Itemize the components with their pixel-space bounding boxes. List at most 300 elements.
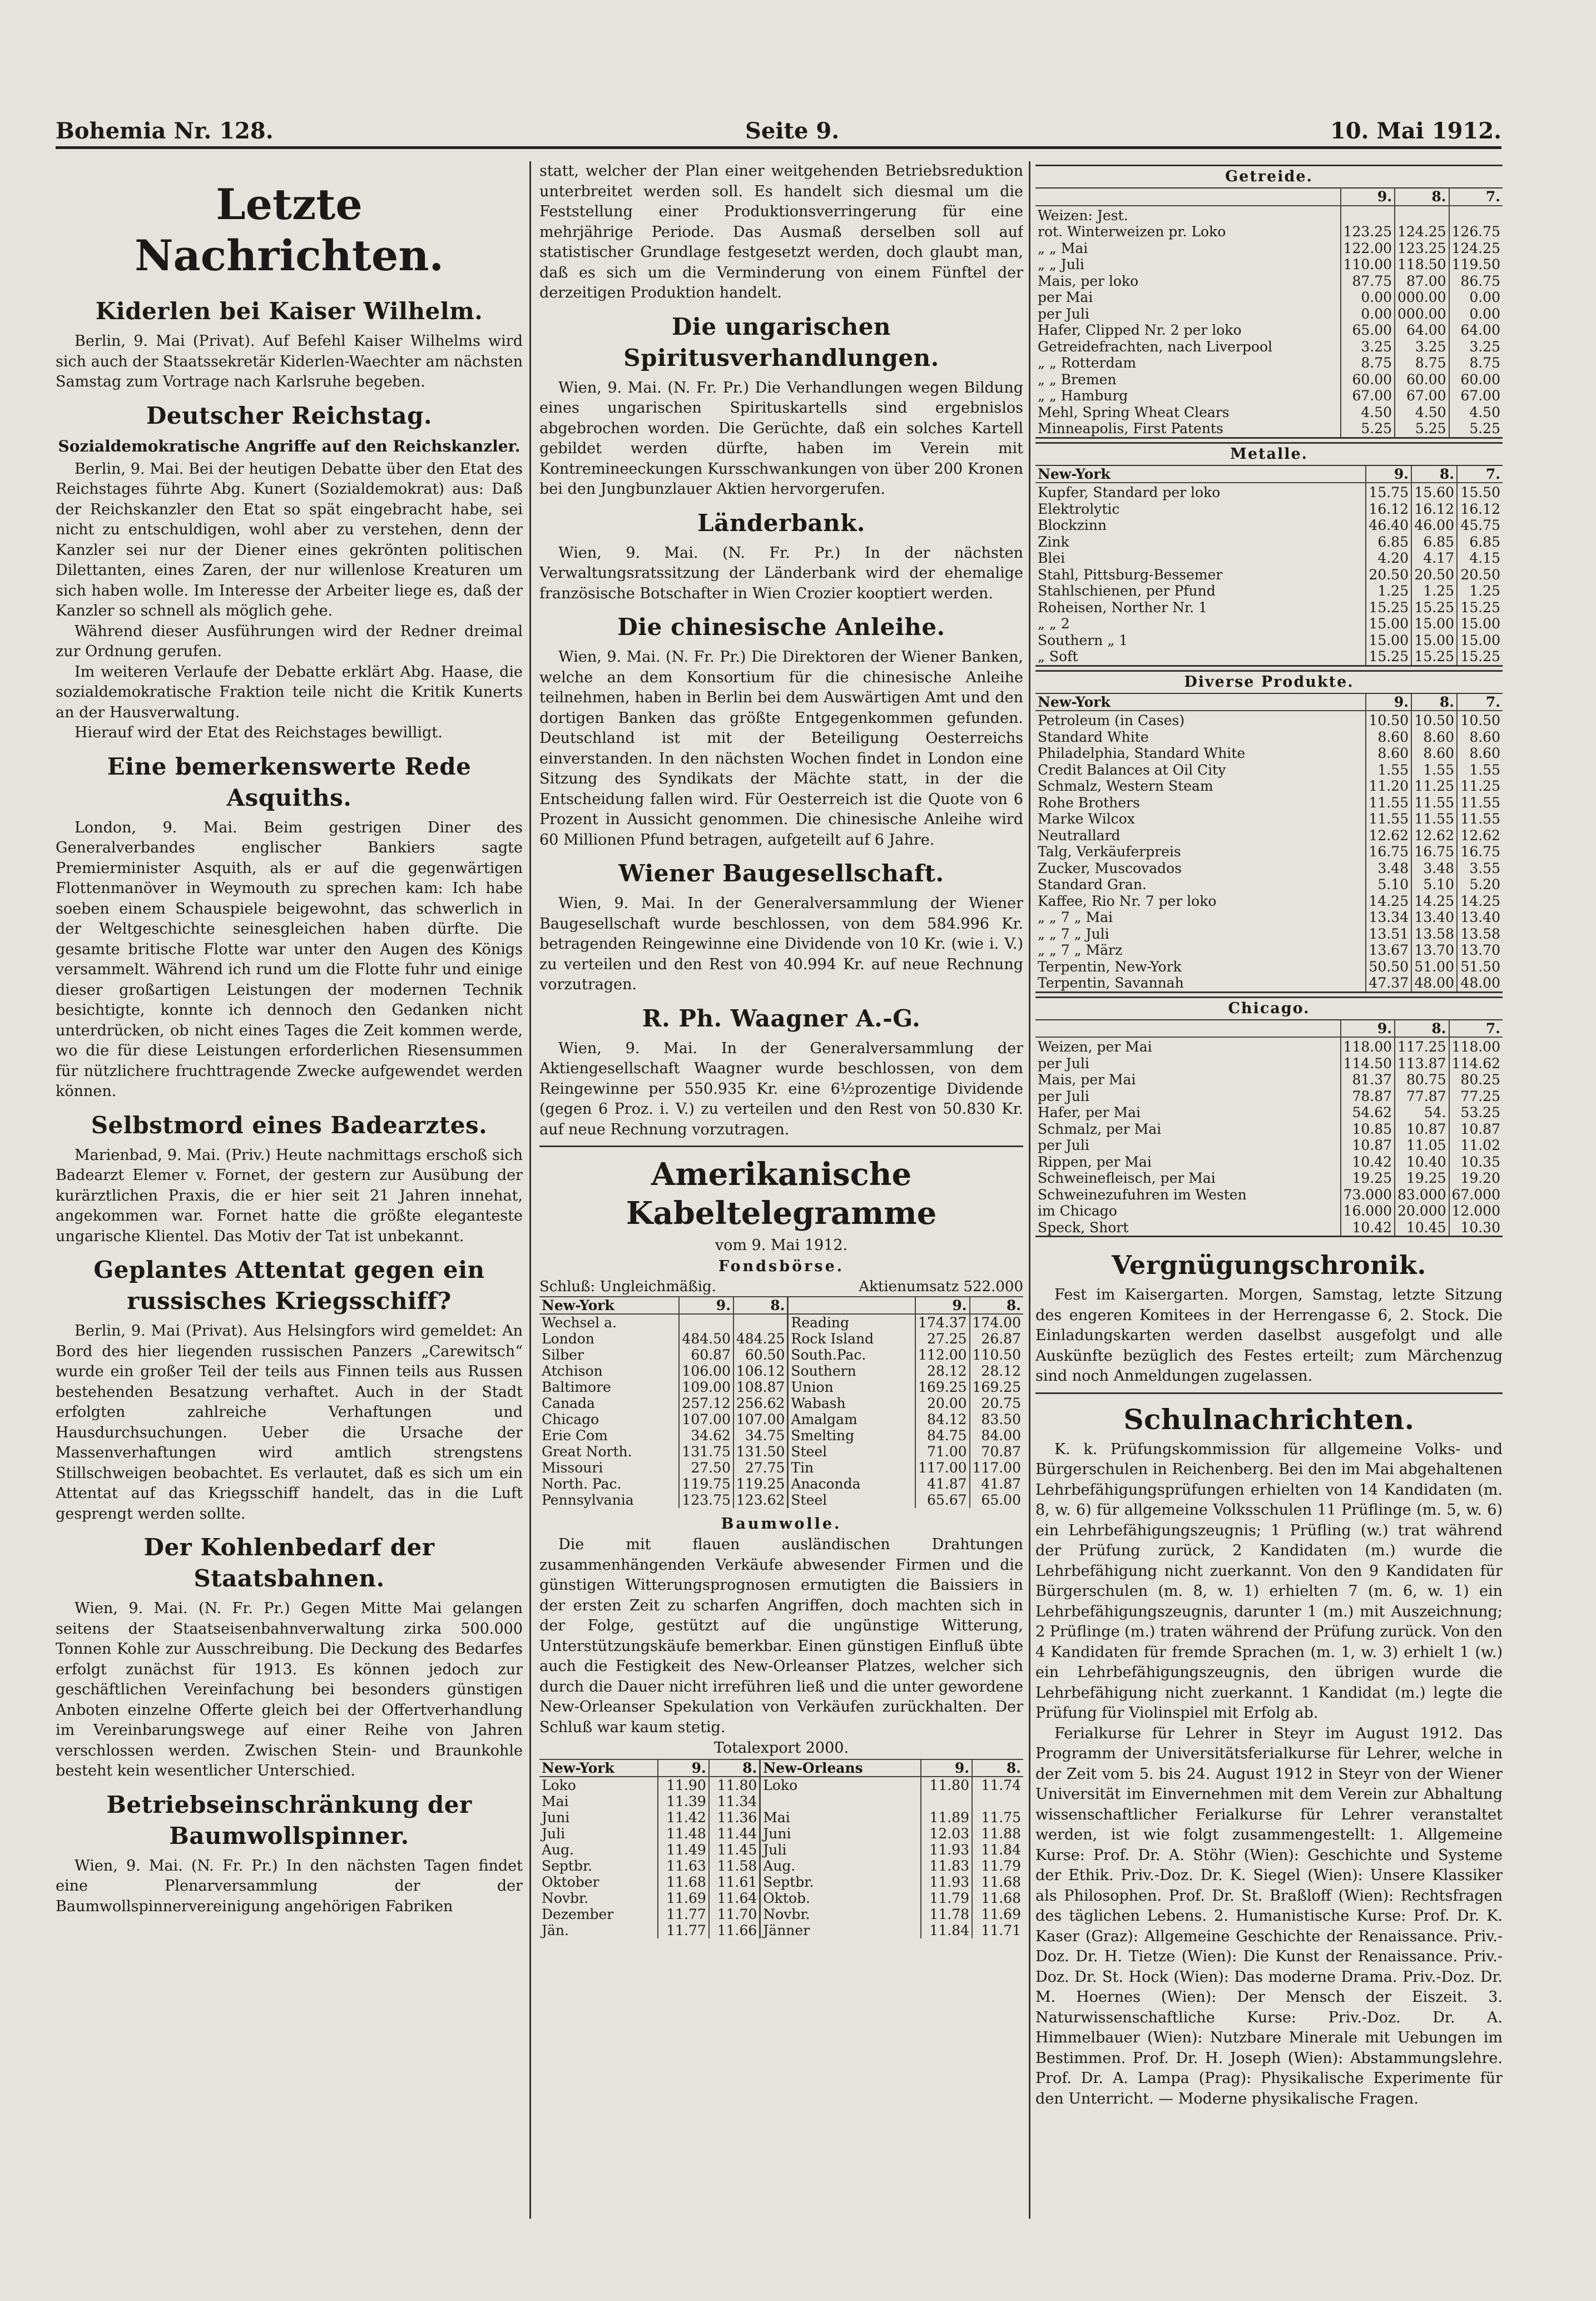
price-cell: 28.12 [915,1363,969,1379]
total-export: Totalexport 2000. [539,1738,1023,1760]
article-paragraph: Im weiteren Verlaufe der Debatte erklärt Abg. Haase, die sozialdemokratische Fraktion teile nicht die Kritik Kunerts an der Hausverwaltung. [56,663,523,721]
row-label: per Juli [1038,1137,1089,1153]
price-cell: 6.85 [1366,534,1411,551]
table-row [539,1476,1023,1492]
table-row [1035,778,1503,795]
price-cell: 54. [1395,1104,1449,1121]
price-cell: 28.12 [970,1363,1023,1379]
table-row [1035,240,1503,257]
article-headline: Die chinesische Anleihe. [617,613,945,641]
table-row [1035,1154,1503,1171]
table-row [1035,942,1503,959]
article-headline: Selbstmord eines Badearztes. [91,1111,488,1139]
row-label: Steel [788,1444,915,1460]
table-row [1035,483,1503,501]
price-cell: 65.00 [970,1492,1023,1508]
price-cell: 71.00 [915,1444,969,1460]
price-cell: 11.55 [1457,795,1503,811]
table-row [1035,550,1503,567]
price-cell: 84.00 [970,1427,1023,1444]
price-cell: 67.000 [1449,1187,1503,1203]
price-cell: 13.40 [1457,909,1503,926]
price-cell: 13.58 [1457,926,1503,943]
price-cell: 15.00 [1366,632,1411,649]
price-cell: 1.55 [1366,762,1411,778]
table-row [539,1363,1023,1379]
row-label: Kaffee, Rio Nr. 7 per loko [1038,892,1217,909]
row-label: Aug. [760,1858,921,1874]
price-cell: 123.25 [1341,224,1395,240]
price-cell: 11.45 [709,1842,760,1858]
row-label: Anaconda [788,1476,915,1492]
column-2 [539,161,1023,2230]
price-cell: 4.50 [1395,404,1449,421]
row-label: Oktob. [760,1890,921,1906]
price-cell: 11.20 [1366,778,1411,795]
table-row [1035,1121,1503,1138]
price-cell: 60.00 [1449,371,1503,388]
price-cell: 11.55 [1457,811,1503,827]
col-header: 8. [1395,189,1449,206]
table-row [1035,534,1503,551]
price-cell: 10.87 [1341,1137,1395,1154]
cotton-report: Die mit flauen ausländischen Drahtungen zusammenhängenden Verkäufe abwesender Firmen und die günstigen Witterungsprognosen ermutigten die Baissiers in der ersten Zeit zu scharfen Angriffen, doch machten sich in der Folge, gestützt auf die ungünstige Witterung, Unterstützungskäufe bemerkbar. Einen günstigen Einfluß übte auch die Festigkeit des New-Orleanser Platzes, welcher sich durch die Dauer nicht irreführen ließ und die unter gewordene New-Orleanser Spekulation von Verkäufen zurückhalten. Der Schluß war kaum stetig. [539,1536,1023,1736]
row-label: „ Soft [1038,648,1078,664]
price-cell: 11.69 [972,1906,1023,1922]
price-cell: 10.35 [1449,1154,1503,1171]
table-row [1035,306,1503,323]
price-cell: 11.61 [709,1874,760,1890]
price-cell: 3.25 [1341,339,1395,355]
price-cell: 87.75 [1341,273,1395,290]
row-label: Terpentin, New-York [1038,958,1182,975]
price-cell: 10.50 [1411,711,1457,729]
price-cell: 16.75 [1366,844,1411,860]
row-label: Southern „ 1 [1038,632,1128,648]
price-cell: 112.00 [915,1347,969,1363]
row-label: Novbr. [542,1890,589,1906]
price-cell: 11.80 [921,1777,972,1793]
row-label: Juni [542,1809,570,1826]
price-cell: 110.50 [970,1347,1023,1363]
table-row [539,1858,1023,1874]
price-cell: 13.40 [1411,909,1457,926]
price-cell: 11.88 [972,1826,1023,1842]
article-headline: Der Kohlenbedarf der Staatsbahnen. [143,1534,435,1592]
row-label: Juli [542,1826,566,1842]
col-header: 7. [1457,694,1503,711]
price-cell: 0.00 [1449,306,1503,323]
price-cell: 11.80 [709,1777,760,1793]
price-cell: 5.25 [1395,420,1449,437]
article-paragraph: London, 9. Mai. Beim gestrigen Diner des Generalverbandes englischer Bankiers sagte Premierminister Asquith, als er auf die gegenwärtigen Flottenmanöver in Weymouth zu sprechen kam: Ich habe soeben einem Schauspiele beigewohnt, das schwerlich in der Weltgeschichte seinesgleichen haben dürfte. Die gesamte britische Flotte war unter den Augen des Königs versammelt. Während ich rund um die Flotte fuhr und einige dieser großartigen Leistungen der modernen Technik besichtigte, konnte ich dennoch den Gedanken nicht unterdrücken, ob nicht eines Tages die Zeit kommen werde, wo die für diese Leistungen erforderlichen Riesensummen für nützlichere fruchttragende Zwecke aufgewendet werden können. [56,819,523,1100]
price-cell: 1.55 [1457,762,1503,778]
price-cell: 10.50 [1457,711,1503,729]
price-cell: 10.87 [1395,1121,1449,1138]
col-header: 9. [915,1297,969,1314]
price-cell: 48.00 [1457,975,1503,991]
table-row [1035,1137,1503,1154]
price-cell: 11.05 [1395,1137,1449,1154]
price-cell: 16.12 [1457,501,1503,518]
row-label: „ „ 7 „ Juli [1038,925,1109,942]
price-cell: 14.25 [1411,893,1457,910]
price-cell: 118.00 [1341,1037,1395,1055]
row-label: Schweinefleisch, per Mai [1038,1170,1216,1186]
price-cell: 14.25 [1457,893,1503,910]
row-label: „ „ Rotterdam [1038,355,1137,371]
price-cell: 73.000 [1341,1187,1395,1203]
table-row [539,1890,1023,1906]
table-row [539,1444,1023,1460]
price-cell: 53.25 [1449,1104,1503,1121]
price-cell: 16.000 [1341,1203,1395,1219]
price-cell: 15.75 [1366,483,1411,501]
table-row [1035,1055,1503,1072]
col-header: New-York [1035,466,1366,483]
col-header: 9. [658,1760,709,1777]
grain-table [1035,189,1503,437]
price-cell: 8.60 [1366,729,1411,746]
table-row [1035,876,1503,893]
cotton-table [539,1760,1023,1938]
article-paragraph: Berlin, 9. Mai. Bei der heutigen Debatte über den Etat des Reichstages führte Abg. Kunert (Sozialdemokrat) aus: Daß der Reichskanzler den Etat so spät eingebracht habe, sei nicht zu entschuldigen, wohl aber zu verstehen, denn der Kanzler sei nur der Diener eines gekrönten politischen Dilettanten, eines Zaren, der nur willenlose Kreaturen um sich haben wolle. Im Interesse der Arbeiter liege es, daß der Kanzler so schnell als möglich gehe. [56,460,523,619]
price-cell: 11.55 [1366,811,1411,827]
price-cell: 16.12 [1366,501,1411,518]
price-cell: 86.75 [1449,273,1503,290]
price-cell: 83.000 [1395,1187,1449,1203]
row-label: Petroleum (in Cases) [1038,712,1185,728]
row-label: Schmalz, per Mai [1038,1120,1162,1137]
price-cell: 47.37 [1366,975,1411,991]
row-label: Blockzinn [1038,517,1107,533]
article-paragraph: Wien, 9. Mai. (N. Fr. Pr.) Die Direktoren der Wiener Banken, welche an dem Konsortium für die chinesische Anleihe teilnehmen, haben in Berlin bei dem Auswärtigen Amt und den dortigen Banken das größte Entgegenkommen gefunden. Deutschland ist mit der Beteiligung Oesterreichs einverstanden. In den nächsten Wochen findet in London eine Sitzung des Syndikats der Mächte statt, in der die Entscheidung fallen wird. Für Oesterreich ist die Quote von 6 Prozent in Aussicht genommen. Die chinesische Anleihe wird 60 Millionen Pfund betragen, aufgeteilt auf 6 Jahre. [539,648,1023,849]
table-row [1035,909,1503,926]
row-label: Jänner [760,1922,921,1938]
table-row [539,1874,1023,1890]
col-header: 8. [733,1297,788,1314]
article-headline: Geplantes Attentat gegen ein russisches Kriegsschiff? [93,1256,485,1315]
col-header: 8. [972,1760,1023,1777]
col-header: 9. [921,1760,972,1777]
row-label: Juli [760,1842,921,1858]
price-cell: 257.12 [679,1395,733,1411]
price-cell: 11.55 [1411,811,1457,827]
price-cell: 15.00 [1457,632,1503,649]
price-cell: 14.25 [1366,893,1411,910]
table-row [539,1331,1023,1347]
divider [539,1145,1023,1147]
price-cell [1449,206,1503,224]
row-label: Pennsylvania [542,1492,634,1508]
issue-date: 10. Mai 1912. [1330,118,1501,144]
metals-title: Metalle. [1035,442,1503,466]
price-cell: 5.20 [1457,876,1503,893]
price-cell: 484.25 [733,1331,788,1347]
article-headline: R. Ph. Waagner A.-G. [642,1004,921,1032]
price-cell: 119.75 [679,1476,733,1492]
price-cell: 11.02 [1449,1137,1503,1154]
price-cell: 4.50 [1341,404,1395,421]
table-row [1035,860,1503,877]
price-cell: 11.74 [972,1777,1023,1793]
price-cell: 11.36 [709,1809,760,1826]
price-cell: 46.00 [1411,517,1457,534]
price-cell: 11.79 [972,1858,1023,1874]
price-cell: 48.00 [1411,975,1457,991]
article-headline: Kiderlen bei Kaiser Wilhelm. [95,297,483,325]
price-cell: 123.75 [679,1492,733,1508]
price-cell: 1.55 [1411,762,1457,778]
price-cell: 4.20 [1366,550,1411,567]
article-headline: Die ungarischen Spiritusverhandlungen. [623,313,939,371]
price-cell: 13.51 [1366,926,1411,943]
price-cell: 1.25 [1411,583,1457,599]
price-cell: 60.87 [679,1347,733,1363]
price-cell: 5.10 [1411,876,1457,893]
row-label: Philadelphia, Standard White [1038,745,1246,761]
price-cell: 123.25 [1395,240,1449,257]
row-label: Smelting [788,1427,915,1444]
article-paragraph: Marienbad, 9. Mai. (Priv.) Heute nachmittags erschoß sich Badearzt Elemer v. Fornet, der gestern zur Ausübung der kurärztlichen Praxis, die er hier seit 21 Jahren innehat, angekommen war. Fornet hatte die größte eleganteste ungarische Klientel. Das Motiv der Tat ist unbekannt. [56,1146,523,1245]
price-cell: 11.58 [709,1858,760,1874]
row-label: Tin [788,1460,915,1476]
row-label: Schmalz, Western Steam [1038,778,1213,794]
row-label: Rock Island [788,1331,915,1347]
fonds-title: Fondsbörse. [718,1258,845,1275]
row-label: Septbr. [542,1858,593,1874]
price-cell: 11.63 [658,1858,709,1874]
price-cell: 3.55 [1457,860,1503,877]
row-label: Neutrallard [1038,827,1121,844]
price-cell: 106.12 [733,1363,788,1379]
table-row [1035,1072,1503,1088]
row-label: Stahlschienen, per Pfund [1038,583,1216,599]
table-row [539,1411,1023,1427]
price-cell: 77.87 [1395,1088,1449,1105]
col-header: 8. [709,1760,760,1777]
price-cell: 12.62 [1366,827,1411,844]
article-paragraph: Wien, 9. Mai. (N. Fr. Pr.) In der nächsten Verwaltungsratssitzung der Länderbank wird der ehemalige französische Botschafter in Wien Crozier kooptiert werden. [539,544,1023,602]
table-row [1035,893,1503,910]
col-header: 8. [970,1297,1023,1314]
price-cell: 20.75 [970,1395,1023,1411]
price-cell: 0.00 [1449,289,1503,306]
price-cell: 3.25 [1395,339,1449,355]
col-header: 9. [1366,694,1411,711]
price-cell: 54.62 [1341,1104,1395,1121]
table-row [1035,827,1503,844]
row-label: Talg, Verkäuferpreis [1038,844,1181,860]
row-label: Mehl, Spring Wheat Clears [1038,404,1230,420]
price-cell: 8.60 [1457,745,1503,762]
price-cell: 13.58 [1411,926,1457,943]
price-cell: 65.67 [915,1492,969,1508]
price-cell: 11.25 [1457,778,1503,795]
table-row [539,1492,1023,1508]
price-cell: 12.62 [1411,827,1457,844]
price-cell: 118.50 [1395,256,1449,273]
price-cell: 87.00 [1395,273,1449,290]
table-row [539,1427,1023,1444]
price-cell: 10.87 [1449,1121,1503,1138]
table-row [1035,583,1503,599]
price-cell: 8.75 [1341,355,1395,371]
price-cell: 50.50 [1366,959,1411,975]
grain-section [1035,165,1503,439]
article-headline: Länderbank. [697,509,865,537]
metals-section [1035,442,1503,667]
column-rule [529,161,531,2219]
price-cell: 10.85 [1341,1121,1395,1138]
price-cell: 4.17 [1411,550,1457,567]
price-cell: 45.75 [1457,517,1503,534]
row-label: „ „ 7 „ Mai [1038,909,1113,925]
col-header: 7. [1449,189,1503,206]
price-cell: 78.87 [1341,1088,1395,1105]
price-cell: 27.50 [679,1460,733,1476]
table-row [1035,745,1503,762]
row-label: Minneapolis, First Patents [1038,420,1223,437]
table-row [539,1842,1023,1858]
price-cell: 118.00 [1449,1037,1503,1055]
price-cell: 15.00 [1411,616,1457,632]
price-cell: 15.60 [1411,483,1457,501]
article-paragraph: Hierauf wird der Etat des Reichstages bewilligt. [75,724,443,741]
price-cell: 10.50 [1366,711,1411,729]
price-cell: 10.40 [1395,1154,1449,1171]
price-cell: 27.75 [733,1460,788,1476]
price-cell: 12.62 [1457,827,1503,844]
price-cell: 117.00 [915,1460,969,1476]
row-label: per Mai [1038,289,1093,305]
table-row [539,1460,1023,1476]
price-cell: 3.48 [1366,860,1411,877]
price-cell [733,1314,788,1331]
article-headline: Wiener Baugesellschaft. [618,860,944,887]
col-header: 8. [1395,1020,1449,1038]
price-cell: 15.25 [1457,599,1503,616]
price-cell [679,1314,733,1331]
row-label: Missouri [542,1460,603,1476]
products-table [1035,694,1503,991]
price-cell: 119.50 [1449,256,1503,273]
section-title: Letzte Nachrichten. [135,180,444,280]
price-cell: 5.25 [1341,420,1395,437]
price-cell: 6.85 [1411,534,1457,551]
table-row [539,1395,1023,1411]
row-label: Silber [542,1347,584,1363]
row-label: Canada [542,1395,595,1411]
price-cell: 11.55 [1411,795,1457,811]
table-row [539,1777,1023,1793]
row-label: Weizen, per Mai [1038,1039,1152,1055]
row-label: Weizen: Jest. [1038,207,1128,224]
table-row [1035,648,1503,665]
price-cell: 10.42 [1341,1219,1395,1236]
masthead [56,116,1501,149]
price-cell: 13.70 [1411,942,1457,959]
row-label: Juni [760,1826,921,1842]
row-label: Atchison [542,1363,603,1379]
price-cell: 13.67 [1366,942,1411,959]
price-cell: 4.15 [1457,550,1503,567]
price-cell: 83.50 [970,1411,1023,1427]
row-label: Novbr. [760,1906,921,1922]
price-cell: 5.10 [1366,876,1411,893]
table-row [1035,632,1503,649]
row-label: London [542,1331,594,1347]
row-label: Blei [1038,550,1065,566]
price-cell [1395,206,1449,224]
table-row [1035,1170,1503,1187]
price-cell: 11.68 [972,1874,1023,1890]
price-cell: 20.50 [1411,567,1457,583]
fonds-table [539,1297,1023,1508]
col-header [1035,189,1341,206]
price-cell: 000.00 [1395,289,1449,306]
price-cell: 11.48 [658,1826,709,1842]
price-cell [1341,206,1395,224]
price-cell: 41.87 [915,1476,969,1492]
price-cell: 60.00 [1341,371,1395,388]
price-cell: 27.25 [915,1331,969,1347]
table-row [1035,256,1503,273]
row-label: Credit Balances at Oil City [1038,761,1226,778]
price-cell: 64.00 [1449,322,1503,339]
price-cell: 16.75 [1457,844,1503,860]
price-cell: 11.68 [658,1874,709,1890]
row-label: Southern [788,1363,915,1379]
row-label: rot. Winterweizen pr. Loko [1038,224,1226,240]
table-row [1035,926,1503,943]
col-header: 9. [1341,1020,1395,1038]
row-label: Jän. [542,1922,569,1938]
price-cell: 11.55 [1366,795,1411,811]
row-label: Wechsel a. [542,1315,617,1331]
price-cell: 11.78 [921,1906,972,1922]
price-cell: 108.87 [733,1379,788,1395]
price-cell: 4.50 [1449,404,1503,421]
row-label: Amalgam [788,1411,915,1427]
table-row [1035,224,1503,240]
article-headline: Betriebseinschränkung der Baumwollspinner. [106,1791,472,1849]
table-row [539,1314,1023,1331]
price-cell: 80.25 [1449,1072,1503,1088]
table-row [1035,616,1503,632]
article-continuation: statt, welcher der Plan einer weitgehenden Betriebsreduktion unterbreitet werden soll. Es handelt sich diesmal um die Feststellung einer Produktionsverringerung für eine mehrjährige Periode. Das Ausmaß derselben soll auf statistischer Grundlage festgesetzt werden, doch glaubt man, daß es sich um die Verminderung von einem Fünftel der derzeitigen Produktion handelt. [539,162,1023,301]
price-cell: 11.34 [709,1793,760,1809]
table-row [1035,599,1503,616]
col-header: 9. [1366,466,1411,483]
price-cell: 174.37 [915,1314,969,1331]
price-cell: 10.45 [1395,1219,1449,1236]
row-label: Mais, per loko [1038,272,1139,289]
price-cell: 15.00 [1457,616,1503,632]
price-cell: 113.87 [1395,1055,1449,1072]
price-cell: 174.00 [970,1314,1023,1331]
row-label: Zucker, Muscovados [1038,860,1182,876]
price-cell: 8.75 [1395,355,1449,371]
price-cell: 34.62 [679,1427,733,1444]
price-cell: 1.25 [1366,583,1411,599]
divider [1035,1392,1503,1394]
table-row [1035,1088,1503,1105]
price-cell: 11.25 [1411,778,1457,795]
row-label: Elektrolytic [1038,500,1120,517]
price-cell: 8.60 [1411,729,1457,746]
price-cell: 5.25 [1449,420,1503,437]
